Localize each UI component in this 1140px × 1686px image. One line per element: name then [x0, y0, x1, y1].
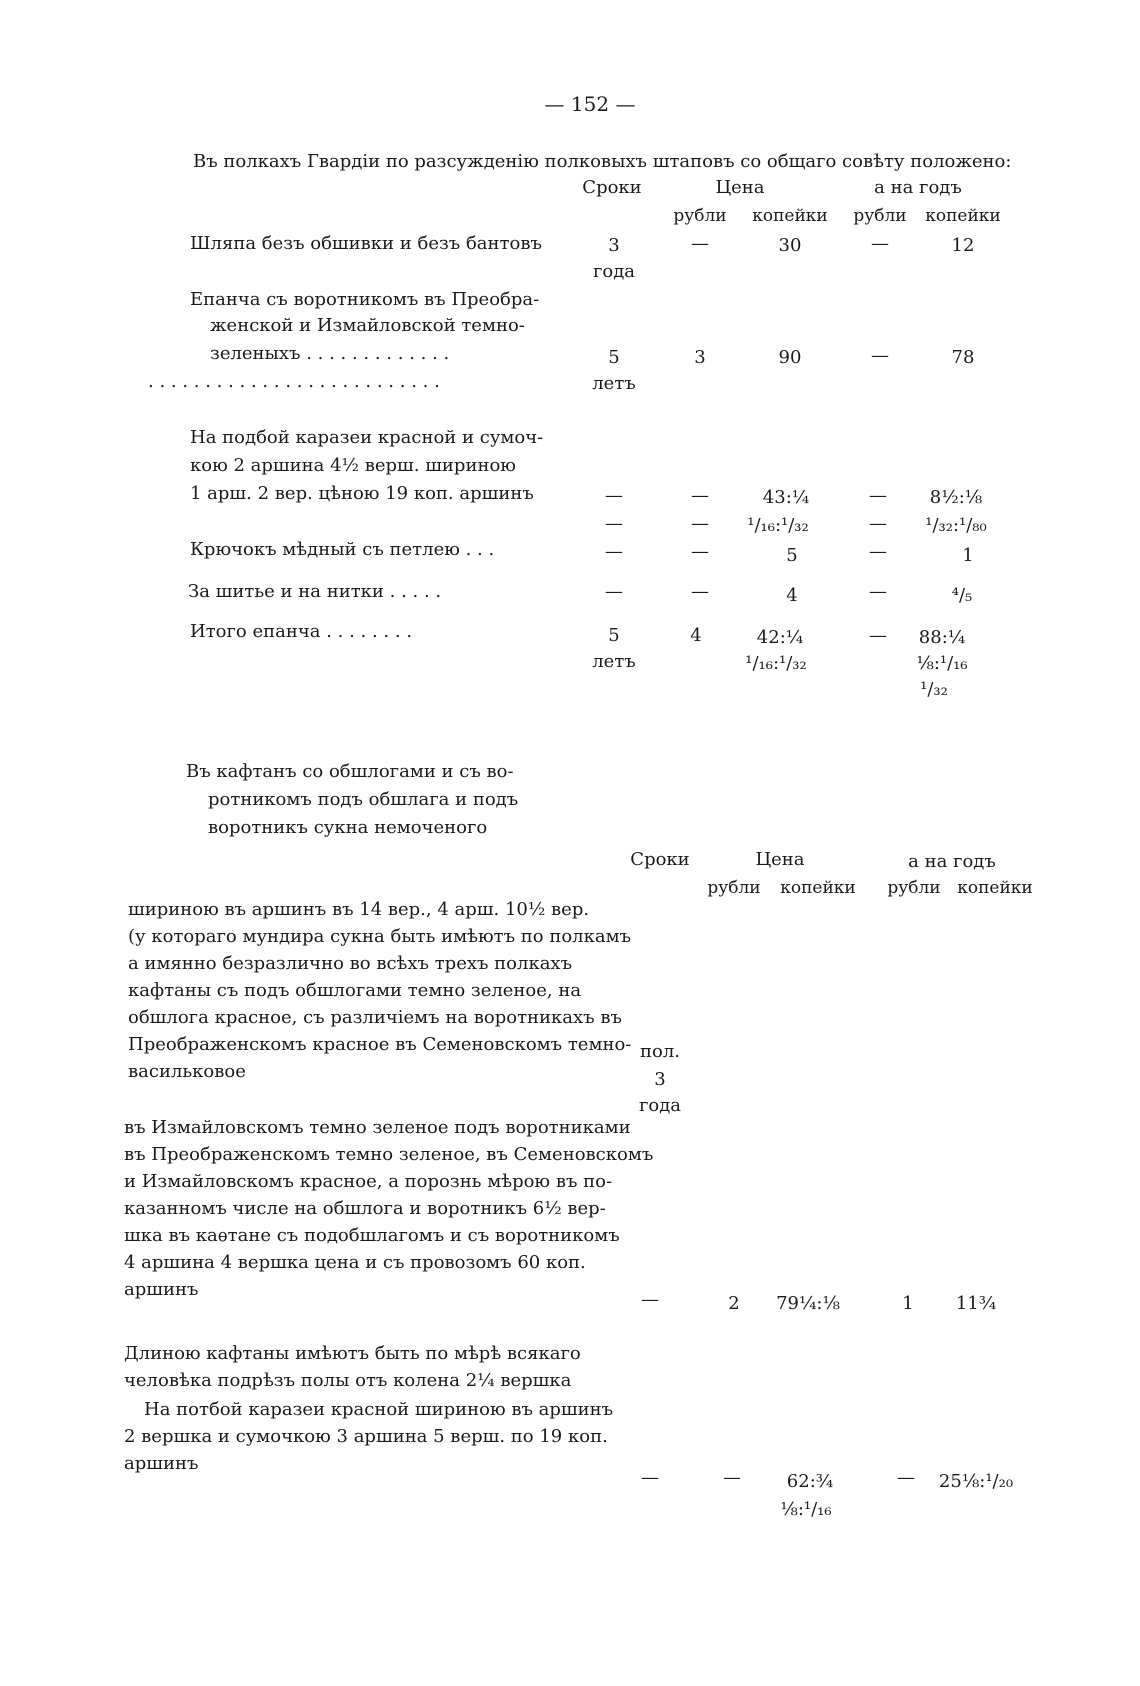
paragraph-line: васильковое	[128, 1061, 246, 1082]
row3-srok-b: —	[605, 513, 623, 534]
row3-label-line: На подбой каразеи красной и сумоч-	[190, 427, 544, 448]
paragraph-line: обшлога красное, съ различіемъ на воротникахъ въ	[128, 1007, 622, 1028]
row4-god-kop: 1	[962, 545, 974, 566]
paragraph-line: На потбой каразеи красной шириною въ аршинъ	[144, 1399, 614, 1420]
row2-kop: 90	[778, 347, 802, 368]
row1-label: Шляпа безъ обшивки и безъ бантовъ	[190, 233, 542, 254]
kaftan-title-line: Въ кафтанъ со обшлогами и съ во-	[186, 761, 514, 782]
kaftan-srok-num: 3	[654, 1069, 666, 1090]
row4-srok: —	[605, 541, 623, 562]
row6-kop-b: ¹/₁₆:¹/₃₂	[745, 653, 807, 674]
row3-god-rub: —	[869, 485, 887, 506]
podboi-row-kop: 62:¾	[786, 1471, 834, 1492]
header2-sroki: Сроки	[630, 849, 690, 870]
header1-kopeiki: копейки	[752, 206, 828, 226]
paragraph-line: и Измайловскомъ красное, а порознь мѣрою въ по-	[124, 1171, 613, 1192]
row2-srok-unit: летъ	[592, 373, 636, 394]
row3-label-line: 1 арш. 2 вер. цѣною 19 коп. аршинъ	[190, 483, 534, 504]
row2-srok: 5	[608, 347, 620, 368]
paragraph-line: а имянно безразлично во всѣхъ трехъ полкахъ	[128, 953, 573, 974]
row3-label-line: кою 2 аршина 4½ верш. шириною	[190, 455, 516, 476]
kaftan-row-kop: 79¼:⅛	[776, 1293, 840, 1314]
kaftan-row-god-rub: 1	[902, 1293, 914, 1314]
kaftan-row-srok: —	[641, 1289, 659, 1310]
row1-rub: —	[691, 233, 709, 254]
row3-kop-b: ¹/₁₆:¹/₃₂	[747, 515, 809, 536]
row5-srok: —	[605, 581, 623, 602]
row3-rub-b: —	[691, 513, 709, 534]
paragraph-line: въ Измайловскомъ темно зеленое подъ воротниками	[124, 1117, 631, 1138]
row4-rub: —	[691, 541, 709, 562]
row2-label-dots: . . . . . . . . . . . . . . . . . . . . . . . . . .	[148, 371, 440, 392]
paragraph-line: кафтаны съ подъ обшлогами темно зеленое, на	[128, 980, 582, 1001]
header2-tsena: Цена	[755, 849, 805, 870]
header2-rubli-god: рубли	[887, 878, 941, 898]
row2-label-line: женской и Измайловской темно-	[210, 315, 525, 336]
row1-srok-unit: года	[592, 261, 636, 282]
paragraph-line: Длиною кафтаны имѣютъ быть по мѣрѣ всякаго	[124, 1343, 581, 1364]
header2-kopeiki-god: копейки	[957, 878, 1033, 898]
paragraph-line: (у котораго мундира сукна быть имѣютъ по полкамъ	[128, 926, 632, 947]
kaftan-title-line: воротникъ сукна немоченого	[208, 817, 488, 838]
row1-srok: 3	[608, 235, 620, 256]
paragraph-line: въ Преображенскомъ темно зеленое, въ Семеновскомъ	[124, 1144, 654, 1165]
row3-god-kop: 8½:⅛	[929, 487, 983, 508]
row3-kop: 43:¼	[762, 487, 810, 508]
intro-text: Въ полкахъ Гвардіи по разсужденію полковыхъ штаповъ со общаго совѣту положено:	[193, 151, 1012, 172]
podboi-row-kop-b: ⅛:¹/₁₆	[780, 1499, 832, 1520]
row5-kop: 4	[786, 585, 798, 606]
row6-god-rub: —	[869, 625, 887, 646]
paragraph-line: аршинъ	[124, 1279, 199, 1300]
row1-god-rub: —	[871, 233, 889, 254]
row3-god-rub-b: —	[869, 513, 887, 534]
row1-god-kop: 12	[951, 235, 975, 256]
row2-label-line: зеленыхъ . . . . . . . . . . . . .	[210, 343, 450, 364]
row2-god-rub: —	[871, 345, 889, 366]
row4-god-rub: —	[869, 541, 887, 562]
paragraph-line: 2 вершка и сумочкою 3 аршина 5 верш. по 19 коп.	[124, 1426, 608, 1447]
page-number: — 152 —	[544, 92, 636, 116]
row3-god-kop-b: ¹/₃₂:¹/₈₀	[925, 515, 987, 536]
podboi-row-god-kop: 25⅛:¹/₂₀	[938, 1471, 1014, 1492]
paragraph-line: человѣка подрѣзъ полы отъ колена 2¼ вершка	[124, 1370, 572, 1391]
paragraph-line: шириною въ аршинъ въ 14 вер., 4 арш. 10½ вер.	[128, 899, 590, 920]
kaftan-row-god-kop: 11¾	[955, 1293, 997, 1314]
row6-god-kop-b: ⅛:¹/₁₆	[916, 653, 968, 674]
paragraph-1	[128, 896, 632, 1085]
paragraph-4	[124, 1396, 614, 1477]
row6-label: Итого епанча . . . . . . . .	[190, 621, 413, 642]
row3-rub: —	[691, 485, 709, 506]
header1-rubli: рубли	[673, 206, 727, 226]
podboi-row-god-rub: —	[897, 1467, 915, 1488]
header1-sroki: Сроки	[582, 177, 642, 198]
podboi-row-rub: —	[723, 1467, 741, 1488]
header2-rubli: рубли	[707, 878, 761, 898]
kaftan-srok-pol: пол.	[640, 1041, 680, 1062]
kaftan-title-line: ротникомъ подъ обшлага и подъ	[208, 789, 519, 810]
row6-srok-unit: летъ	[592, 651, 636, 672]
row4-label: Крючокъ мѣдный съ петлею . . .	[190, 539, 495, 560]
row2-rub: 3	[694, 347, 706, 368]
row1-kop: 30	[778, 235, 802, 256]
header2-na-god: а на годъ	[908, 851, 996, 872]
row2-god-kop: 78	[951, 347, 975, 368]
kaftan-srok-unit: года	[638, 1095, 682, 1116]
podboi-row-srok: —	[641, 1467, 659, 1488]
paragraph-line: казанномъ числе на обшлога и воротникъ 6½ вер-	[124, 1198, 606, 1219]
row6-god-kop-c: ¹/₃₂	[920, 679, 948, 700]
kaftan-row-rub: 2	[728, 1293, 740, 1314]
header2-kopeiki: копейки	[780, 878, 856, 898]
paragraph-line: 4 аршина 4 вершка цена и съ провозомъ 60 коп.	[124, 1252, 586, 1273]
header1-rubli-god: рубли	[853, 206, 907, 226]
row6-kop: 42:¼	[756, 627, 804, 648]
row6-god-kop: 88:¼	[918, 627, 966, 648]
header1-kopeiki-god: копейки	[925, 206, 1001, 226]
paragraph-line: аршинъ	[124, 1453, 199, 1474]
row4-kop: 5	[786, 545, 798, 566]
row6-rub: 4	[690, 625, 702, 646]
row2-label-line: Епанча съ воротникомъ въ Преобра-	[190, 289, 540, 310]
row5-god-rub: —	[869, 581, 887, 602]
header1-tsena: Цена	[715, 177, 765, 198]
row6-srok: 5	[608, 625, 620, 646]
row3-srok: —	[605, 485, 623, 506]
paragraph-2	[124, 1114, 654, 1303]
row5-label: За шитье и на нитки . . . . .	[188, 581, 442, 602]
header1-na-god: а на годъ	[874, 177, 962, 198]
row5-rub: —	[691, 581, 709, 602]
paragraph-line: Преображенскомъ красное въ Семеновскомъ темно-	[128, 1034, 632, 1055]
paragraph-3	[124, 1340, 610, 1394]
row5-god-kop: ⁴/₅	[951, 585, 973, 606]
paragraph-line: шка въ каѳтане съ подобшлагомъ и съ воротникомъ	[124, 1225, 620, 1246]
